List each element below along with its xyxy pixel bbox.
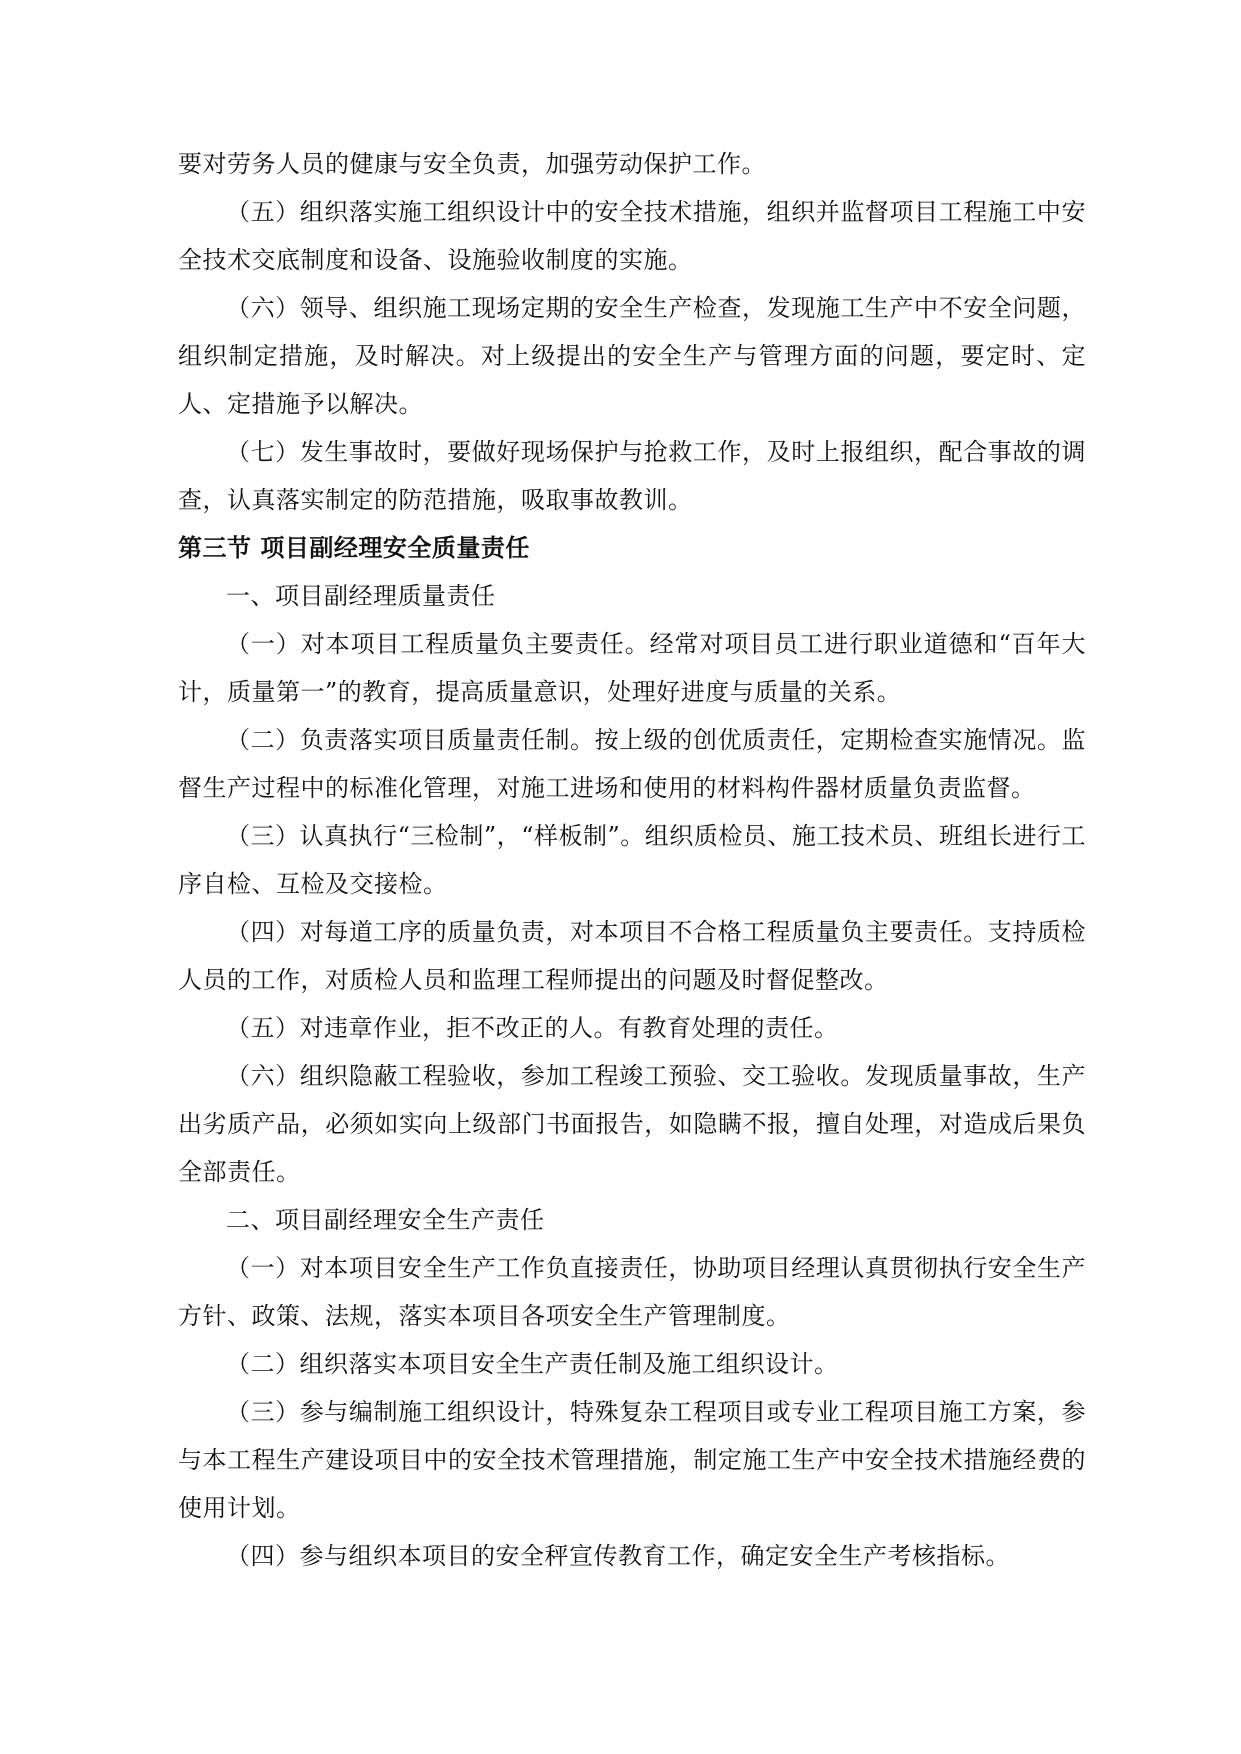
quality-item-3: （三）认真执行“三检制”，“样板制”。组织质检员、施工技术员、班组长进行工序自检、互检及交接检。 xyxy=(178,822,1086,898)
document-body xyxy=(178,140,1086,1580)
safety-item-2: （二）组织落实本项目安全生产责任制及施工组织设计。 xyxy=(226,1350,839,1378)
paragraph-item-7: （七）发生事故时，要做好现场保护与抢救工作，及时上报组织，配合事故的调查，认真落实制定的防范措施，吸取事故教训。 xyxy=(178,438,1086,514)
paragraph-continuation: 要对劳务人员的健康与安全负责，加强劳动保护工作。 xyxy=(178,150,766,178)
quality-item-5: （五）对违章作业，拒不改正的人。有教育处理的责任。 xyxy=(226,1014,839,1042)
quality-item-2: （二）负责落实项目质量责任制。按上级的创优质责任，定期检查实施情况。监督生产过程中的标准化管理，对施工进场和使用的材料构件器材质量负责监督。 xyxy=(178,726,1086,802)
quality-item-1: （一）对本项目工程质量负主要责任。经常对项目员工进行职业道德和“百年大计，质量第一”的教育，提高质量意识，处理好进度与质量的关系。 xyxy=(178,630,1086,706)
quality-item-6: （六）组织隐蔽工程验收，参加工程竣工预验、交工验收。发现质量事故，生产出劣质产品，必须如实向上级部门书面报告，如隐瞒不报，擅自处理，对造成后果负全部责任。 xyxy=(178,1062,1086,1186)
safety-item-4: （四）参与组织本项目的安全秤宣传教育工作，确定安全生产考核指标。 xyxy=(226,1542,1010,1570)
safety-item-3: （三）参与编制施工组织设计，特殊复杂工程项目或专业工程项目施工方案，参与本工程生产建设项目中的安全技术管理措施，制定施工生产中安全技术措施经费的使用计划。 xyxy=(178,1398,1086,1522)
part1-title: 一、项目副经理质量责任 xyxy=(226,582,496,610)
quality-item-4: （四）对每道工序的质量负责，对本项目不合格工程质量负主要责任。支持质检人员的工作，对质检人员和监理工程师提出的问题及时督促整改。 xyxy=(178,918,1086,994)
paragraph-item-6: （六）领导、组织施工现场定期的安全生产检查，发现施工生产中不安全问题，组织制定措施，及时解决。对上级提出的安全生产与管理方面的问题，要定时、定人、定措施予以解决。 xyxy=(178,294,1086,418)
paragraph-item-5: （五）组织落实施工组织设计中的安全技术措施，组织并监督项目工程施工中安全技术交底制度和设备、设施验收制度的实施。 xyxy=(178,198,1086,274)
safety-item-1: （一）对本项目安全生产工作负直接责任，协助项目经理认真贯彻执行安全生产方针、政策、法规，落实本项目各项安全生产管理制度。 xyxy=(178,1254,1086,1330)
section-title: 第三节 项目副经理安全质量责任 xyxy=(178,534,530,562)
part2-title: 二、项目副经理安全生产责任 xyxy=(226,1206,545,1234)
